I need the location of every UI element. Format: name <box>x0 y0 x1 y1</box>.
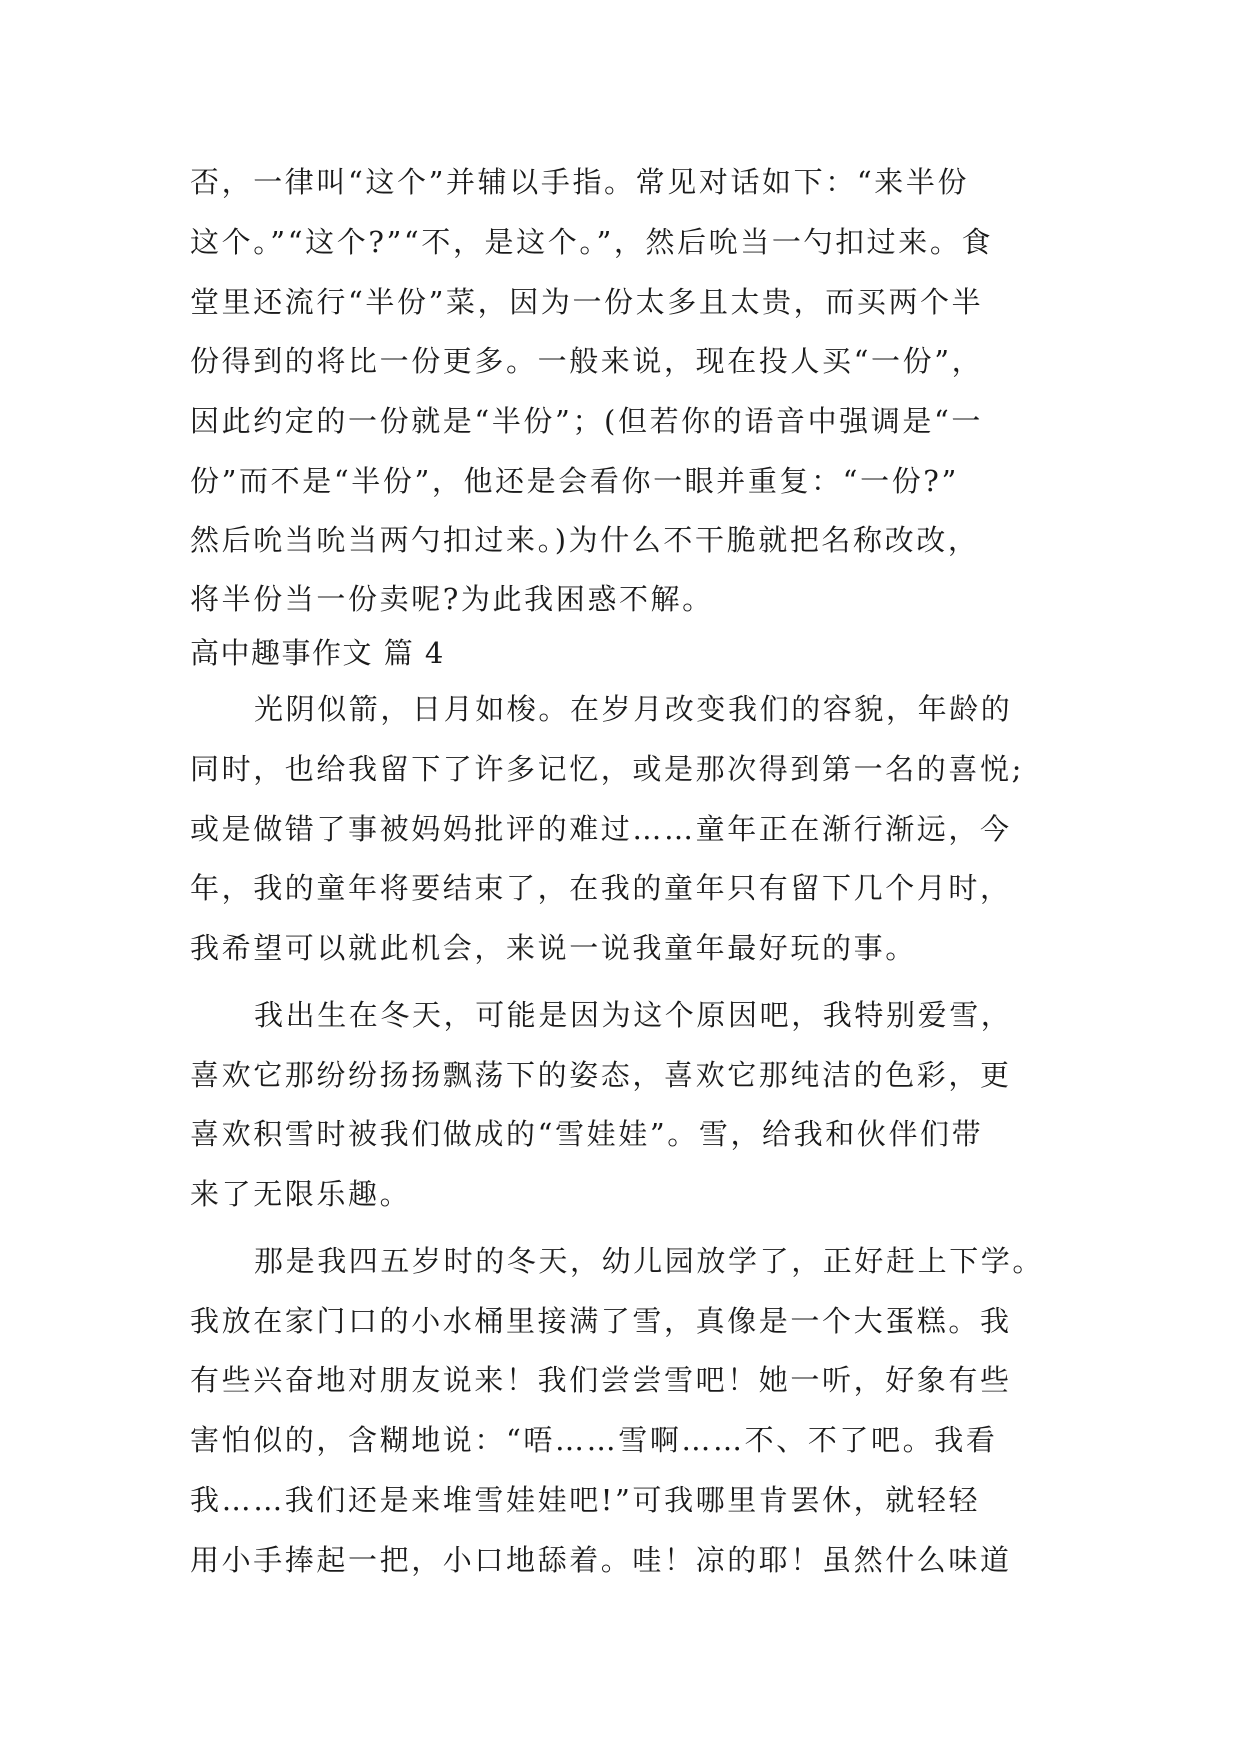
text-line: 喜欢它那纷纷扬扬飘荡下的姿态，喜欢它那纯洁的色彩，更 <box>190 1058 1012 1092</box>
text-line: 用小手捧起一把，小口地舔着。哇！凉的耶！虽然什么味道 <box>190 1543 1012 1577</box>
text-line: 我希望可以就此机会，来说一说我童年最好玩的事。 <box>190 931 917 965</box>
text-line: 堂里还流行“半份”菜，因为一份太多且太贵，而买两个半 <box>190 285 984 319</box>
text-line: 害怕似的，含糊地说：“唔……雪啊……不、不了吧。我看 <box>190 1423 998 1457</box>
text-line: 将半份当一份卖呢?为此我困惑不解。 <box>190 582 714 616</box>
text-line: 来了无限乐趣。 <box>190 1177 412 1211</box>
text-line: 喜欢积雪时被我们做成的“雪娃娃”。雪，给我和伙伴们带 <box>190 1117 984 1151</box>
text-line: 光阴似箭，日月如梭。在岁月改变我们的容貌，年龄的 <box>254 692 1013 726</box>
text-line: 那是我四五岁时的冬天，幼儿园放学了，正好赶上下学。 <box>254 1244 1045 1278</box>
text-line: 或是做错了事被妈妈批评的难过……童年正在渐行渐远，今 <box>190 812 1012 846</box>
text-line: 我出生在冬天，可能是因为这个原因吧，我特别爱雪， <box>254 998 1013 1032</box>
text-line: 份得到的将比一份更多。一般来说，现在投人买“一份”， <box>190 344 984 378</box>
section-heading: 高中趣事作文 篇 4 <box>190 636 445 670</box>
text-line: 这个。”“这个?”“不，是这个。”，然后吮当一勺扣过来。食 <box>190 225 994 259</box>
text-line: 年，我的童年将要结束了，在我的童年只有留下几个月时， <box>190 871 1012 905</box>
text-line: 有些兴奋地对朋友说来！我们尝尝雪吧！她一听，好象有些 <box>190 1363 1012 1397</box>
text-line: 否，一律叫“这个”并辅以手指。常见对话如下：“来半份 <box>190 165 970 199</box>
text-line: 因此约定的一份就是“半份”；(但若你的语音中强调是“一 <box>190 404 983 438</box>
text-line: 我……我们还是来堆雪娃娃吧!”可我哪里肯罢休，就轻轻 <box>190 1483 981 1517</box>
text-line: 我放在家门口的小水桶里接满了雪，真像是一个大蛋糕。我 <box>190 1304 1012 1338</box>
text-line: 份”而不是“半份”，他还是会看你一眼并重复：“一份?” <box>190 464 959 498</box>
text-line: 同时，也给我留下了许多记忆，或是那次得到第一名的喜悦; <box>190 752 1024 786</box>
text-line: 然后吮当吮当两勺扣过来。)为什么不干脆就把名称改改， <box>190 523 980 557</box>
